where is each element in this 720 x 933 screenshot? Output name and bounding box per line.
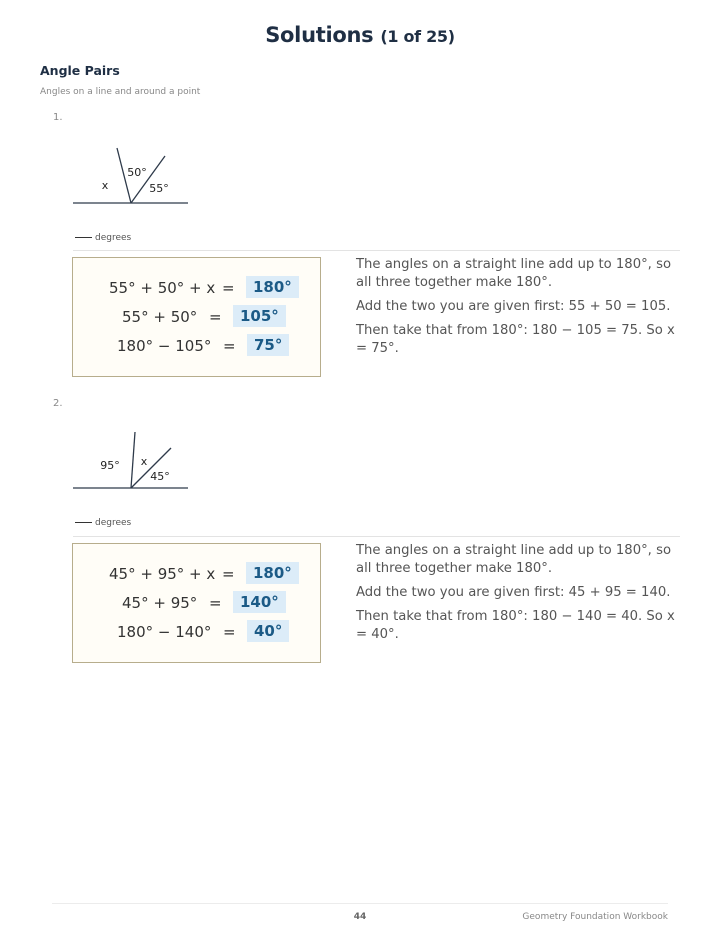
angle-label: 55° [149,182,169,195]
explanation-paragraph: The angles on a straight line add up to 180°, so all three together make 180°. [356,257,672,290]
explanation-paragraph: Then take that from 180°: 180 − 105 = 75. So x = 75°. [356,323,675,356]
answer-line [75,233,131,243]
angle-diagram [70,425,195,495]
step-equals: = [222,565,235,583]
answer-blank [75,237,92,238]
working-step [117,336,283,355]
step-equals: = [209,594,222,612]
step-expression: 180° − 105° [117,337,212,355]
step-equals: = [209,308,222,326]
step-result: 75° [247,334,289,356]
step-result: 180° [246,276,299,298]
answer-unit: degrees [95,518,132,528]
step-expression: 180° − 140° [117,623,212,641]
step-result: 140° [233,591,286,613]
divider [73,536,680,537]
angle-label: 95° [100,459,120,472]
step-expression: 45° + 95° [122,594,198,612]
step-equals: = [223,623,236,641]
step-result: 40° [247,620,289,642]
angle-label-unknown: x [101,179,109,192]
step-expression: 55° + 50° + x [109,279,216,297]
angle-label: 45° [150,470,170,483]
question-number: 2. [53,398,63,409]
working-box [72,257,321,377]
workbook-name: Geometry Foundation Workbook [522,912,668,922]
section-subtitle: Angles on a line and around a point [40,87,201,97]
step-equals: = [222,279,235,297]
step-result: 105° [233,305,286,327]
working-step [122,307,279,326]
ray [131,156,165,203]
angle-label: 50° [127,166,147,179]
working-step [122,593,279,612]
page-title-text: Solutions [265,23,374,47]
explanation-paragraph: The angles on a straight line add up to 180°, so all three together make 180°. [356,543,672,576]
answer-blank [75,522,92,523]
angle-diagram [70,140,195,210]
question-number: 1. [53,112,63,123]
footer-divider [52,903,668,904]
explanation [356,256,676,364]
working-step [109,564,292,583]
page-number: 44 [353,912,367,922]
section-title: Angle Pairs [40,63,120,78]
step-expression: 55° + 50° [122,308,198,326]
ray [131,432,135,488]
working-step [109,278,292,297]
step-expression: 45° + 95° + x [109,565,216,583]
divider [73,250,680,251]
explanation [356,542,676,650]
explanation-paragraph: Add the two you are given first: 55 + 50 = 105. [356,299,671,314]
answer-unit: degrees [95,233,132,243]
explanation-paragraph: Add the two you are given first: 45 + 95 = 140. [356,585,671,600]
step-equals: = [223,337,236,355]
page-title-sub: (1 of 25) [380,27,455,46]
step-result: 180° [246,562,299,584]
working-box [72,543,321,663]
page-title [0,23,720,47]
explanation-paragraph: Then take that from 180°: 180 − 140 = 40. So x = 40°. [356,609,675,642]
answer-line [75,518,131,528]
working-step [117,622,283,641]
angle-label-unknown: x [140,455,148,468]
